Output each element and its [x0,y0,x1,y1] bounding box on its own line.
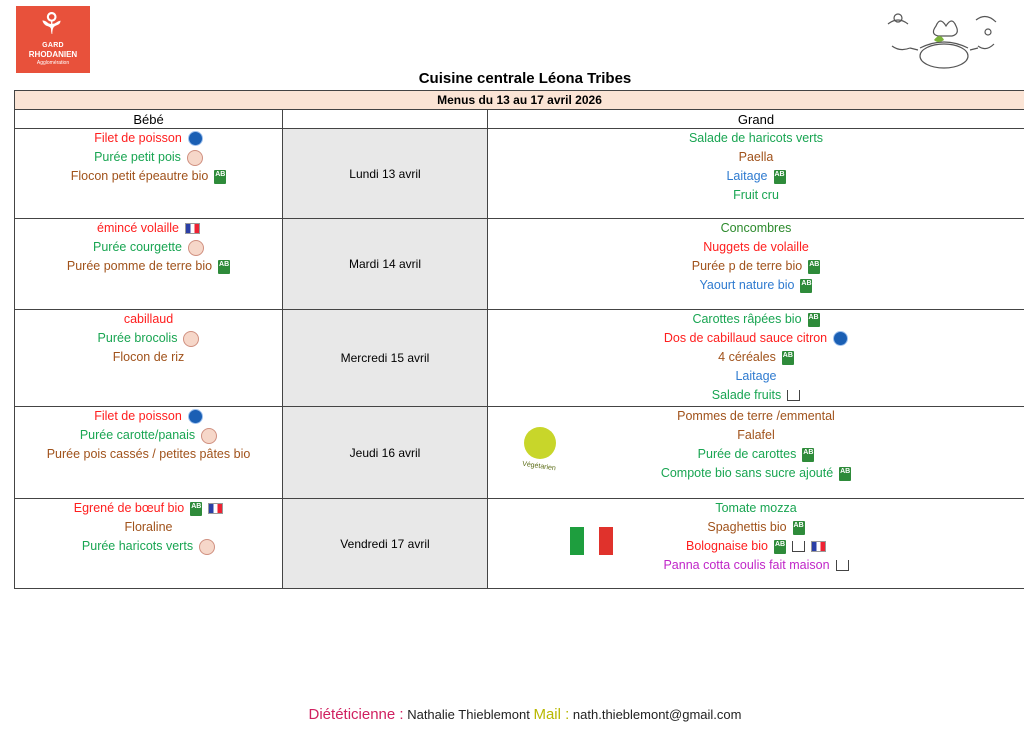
baby-menu-cell [15,310,283,407]
ab-bio-icon: AB [802,448,814,462]
grand-menu-cell [488,219,1024,310]
dietitian-name: Nathalie Thieblemont [407,707,530,722]
menu-item: Carottes râpées bio AB [692,312,819,326]
menu-item: Flocon petit épeautre bio AB [70,169,226,183]
ab-bio-icon: AB [190,502,202,516]
menu-item: Concombres [720,221,792,235]
menu-item: Purée brocolis [15,329,282,348]
baby-menu-cell [15,219,283,310]
menu-item: Pommes de terre /emmental [677,409,835,423]
footer-contact [0,706,1024,723]
homemade-face-icon [187,150,203,166]
menu-item: Purée haricots verts [15,537,282,556]
msc-icon [188,409,203,424]
ab-bio-icon: AB [774,540,786,554]
baby-menu-cell [15,129,283,219]
menu-item: cabillaud [123,312,174,326]
ab-bio-icon: AB [774,170,786,184]
menu-item: Falafel [737,428,775,442]
msc-icon [833,331,848,346]
menu-item: Nuggets de volaille [703,240,809,254]
ab-bio-icon: AB [793,521,805,535]
menu-item: Egrené de bœuf bio AB [15,499,282,518]
menu-item: Purée de carottes AB [697,447,814,461]
column-header-day [283,110,488,129]
menu-item: Salade fruits [488,386,1024,405]
grand-menu-cell [488,129,1024,219]
day-row [15,219,1024,310]
menu-item: Laitage AB [726,169,785,183]
msc-icon [188,131,203,146]
volaille-france-icon [811,541,826,552]
menus-date-header: Menus du 13 au 17 avril 2026 [15,91,1024,110]
homemade-face-icon [199,539,215,555]
logo-line3: Agglomération [36,60,70,66]
menu-item: Filet de poisson [15,129,282,148]
email-link[interactable]: nath.thieblemont@gmail.com [572,707,742,722]
menu-item: Salade de haricots verts [688,131,824,145]
menu-item: Purée carotte/panais [15,426,282,445]
menu-item: Laitage [735,369,777,383]
logo-line2: RHODANIEN [28,50,78,59]
dietitian-label: Diététicienne : [308,706,404,723]
day-label: Vendredi 17 avril [283,499,488,589]
mail-label: Mail : [533,706,570,723]
ab-bio-icon: AB [214,170,226,184]
volaille-france-icon [185,223,200,234]
ab-bio-icon: AB [782,351,794,365]
logo-line1: GARD [42,42,64,49]
menu-item: émincé volaille [15,219,282,238]
menu-item: Purée p de terre bio AB [691,259,820,273]
cooking-pot-illustration-icon [878,6,1006,78]
homemade-face-icon [188,240,204,256]
day-label: Mardi 14 avril [283,219,488,310]
grand-menu-cell [488,407,1024,499]
menu-table [14,90,1024,589]
menu-item: Purée pois cassés / petites pâtes bio [46,447,251,461]
vegetarian-badge-label: Végétarien [521,460,557,473]
menu-item: Spaghettis bio AB [707,520,804,534]
day-label: Jeudi 16 avril [283,407,488,499]
cutlery-logo-icon: ⚘ [38,8,65,41]
menu-item: Paella [738,150,774,164]
menu-item: Flocon de riz [112,350,185,364]
gard-rhodanien-logo [16,6,90,73]
day-row [15,499,1024,589]
ab-bio-icon: AB [800,279,812,293]
grand-menu-cell [488,499,1024,589]
menu-item: Purée courgette [15,238,282,257]
menu-item: Yaourt nature bio AB [699,278,812,292]
volaille-france-icon [208,503,223,514]
column-header-baby: Bébé [15,110,283,129]
vegetarian-badge-icon [524,427,556,459]
menu-item: Purée petit pois [15,148,282,167]
column-header-grand: Grand [488,110,1024,129]
homemade-face-icon [183,331,199,347]
homemade-house-icon [836,560,849,571]
day-row [15,407,1024,499]
menu-item: Purée pomme de terre bio AB [66,259,230,273]
menu-item: Floraline [124,520,173,534]
baby-menu-cell [15,407,283,499]
day-label: Mercredi 15 avril [283,310,488,407]
day-row [15,310,1024,407]
menu-item: 4 céréales AB [718,350,793,364]
menu-item: Bolognaise bio AB [488,537,1024,556]
homemade-face-icon [201,428,217,444]
menu-item: Tomate mozza [715,501,797,515]
ab-bio-icon: AB [218,260,230,274]
italy-flag-icon [570,527,613,555]
homemade-house-icon [792,541,805,552]
page-title: Cuisine centrale Léona Tribes [418,70,632,87]
ab-bio-icon: AB [808,313,820,327]
homemade-house-icon [787,390,800,401]
ab-bio-icon: AB [808,260,820,274]
baby-menu-cell [15,499,283,589]
menu-item: Compote bio sans sucre ajouté AB [660,466,851,480]
menu-item: Panna cotta coulis fait maison [488,556,1024,575]
day-row [15,129,1024,219]
menu-item: Dos de cabillaud sauce citron [488,329,1024,348]
ab-bio-icon: AB [839,467,851,481]
menu-item: Filet de poisson [15,407,282,426]
grand-menu-cell [488,310,1024,407]
menu-item: Fruit cru [733,188,779,202]
day-label: Lundi 13 avril [283,129,488,219]
